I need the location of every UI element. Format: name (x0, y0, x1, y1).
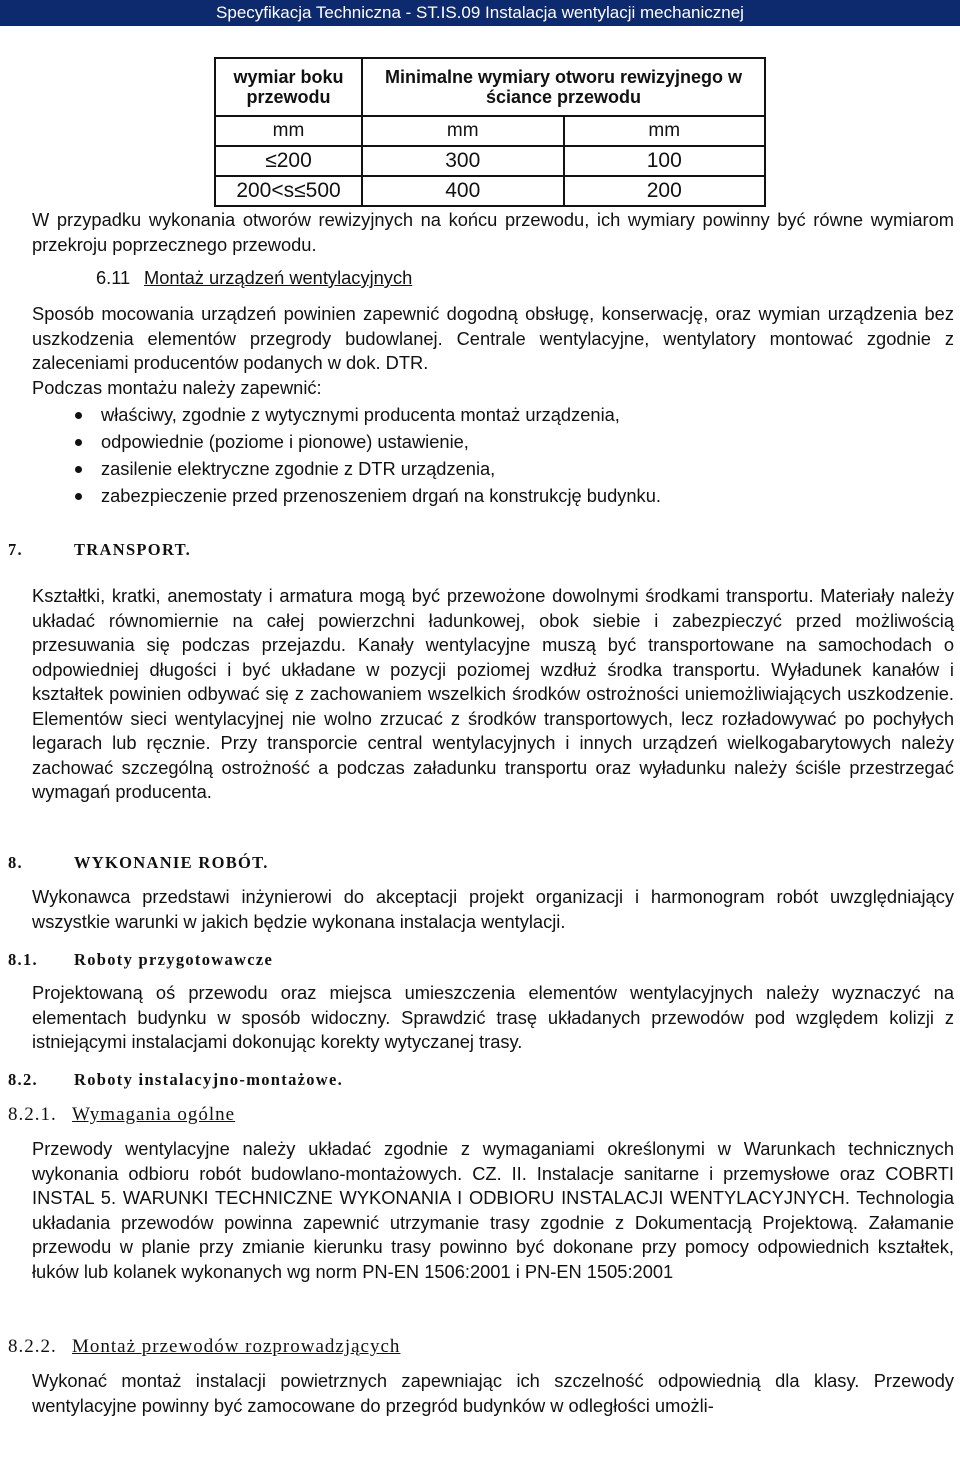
section-title: WYKONANIE ROBÓT. (74, 853, 269, 872)
paragraph-contractor: Wykonawca przedstawi inżynierowi do akceptacji projekt organizacji i harmonogram robót uwzględniający wszystkie warunki w jakich będzie wykonana instalacja wentylacji. (32, 886, 954, 932)
section-number: 8.2.1. (8, 1104, 57, 1125)
col-header-opening-size: Minimalne wymiary otworu rewizyjnego w ściance przewodu (362, 58, 765, 116)
document-header: Specyfikacja Techniczna - ST.IS.09 Instalacja wentylacji mechanicznej (0, 0, 960, 26)
section-title: Roboty przygotowawcze (74, 950, 274, 969)
section-number: 8.1. (8, 950, 38, 969)
paragraph-openings: W przypadku wykonania otworów rewizyjnych na końcu przewodu, ich wymiary powinny być równe wymiarom przekroju poprzecznego przewodu. (32, 209, 954, 255)
section-title: Montaż urządzeń wentylacyjnych (144, 267, 413, 288)
table-cell: 100 (564, 146, 766, 176)
inspection-opening-table (214, 57, 766, 207)
section-8-heading (8, 853, 269, 873)
list-item: zabezpieczenie przed przenoszeniem drgań na konstrukcję budynku. (70, 482, 661, 509)
section-8-2-2-heading (8, 1336, 400, 1358)
section-number: 8.2. (8, 1070, 38, 1089)
section-7-heading (8, 540, 191, 560)
paragraph-preparation: Projektowaną oś przewodu oraz miejsca umieszczenia elementów wentylacyjnych należy wyznaczyć na elementach budynku w sposób widoczny. Sprawdzić trasę układanych przewodów pod względem kolizji z istniejącymi instalacjami dokonując korekty wytyczanej trasy. (32, 982, 954, 1052)
bullet-icon (75, 412, 82, 419)
unit-cell: mm (564, 116, 766, 145)
section-number: 8. (8, 853, 23, 872)
list-item: właściwy, zgodnie z wytycznymi producenta montaż urządzenia, (70, 401, 661, 428)
table-row (215, 146, 765, 176)
paragraph-duct-mounting: Wykonać montaż instalacji powietrznych zapewniając ich szczelność odpowiednią dla klasy. Przewody wentylacyjne powinny być zamocowane do przegród budynków w odległości umożli- (32, 1370, 954, 1416)
unit-cell: mm (215, 116, 362, 145)
section-8-1-heading (8, 950, 273, 970)
table-cell: 200<s≤500 (215, 176, 362, 206)
section-title: Roboty instalacyjno-montażowe. (74, 1070, 344, 1089)
section-6-11-heading (96, 266, 412, 290)
paragraph-during-mounting: Podczas montażu należy zapewnić: (32, 377, 322, 398)
table-cell: 200 (564, 176, 766, 206)
section-title: TRANSPORT. (74, 540, 192, 559)
table-row (215, 176, 765, 206)
section-title: Montaż przewodów rozprowadzjących (72, 1336, 401, 1357)
unit-cell: mm (362, 116, 564, 145)
list-item: zasilenie elektryczne zgodnie z DTR urządzenia, (70, 455, 661, 482)
paragraph-transport: Kształtki, kratki, anemostaty i armatura mogą być przewożone dowolnymi środkami transportu. Materiały należy układać równomiernie na całej powierzchni ładunkowej, obok siebie i zabezpieczyć przed możliwością przesuwania się podczas przejazdu. Kanały wentylacyjne muszą być transportowane na samochodach o odpowiedniej długości i być układane w pozycji poziomej wzdłuż środka transportu. Wyładunek kanałów i kształtek powinien odbywać się z zachowaniem wszelkich środków ostrożności uniemożliwiających uszkodzenie. Elementów sieci wentylacyjnej nie wolno zrzucać z środków transportowych, lecz rozładowywać po pochyłych legarach lub ręcznie. Przy transporcie central wentylacyjnych i innych urządzeń wielkogabarytowych należy zachować szczególną ostrożność a podczas załadunku transportu oraz wyładunku należy ściśle przestrzegać wymagań producenta. (32, 585, 954, 802)
table-cell: 300 (362, 146, 564, 176)
paragraph-general-requirements: Przewody wentylacyjne należy układać zgodnie z wymaganiami określonymi w Warunkach technicznych wykonania odbioru robót budowlano-montażowych. CZ. II. Instalacje sanitarne i przemysłowe oraz COBRTI INSTAL 5. WARUNKI TECHNICZNE WYKONANIA I ODBIORU INSTALACJI WENTYLACYJNYCH. Technologia układania przewodów powinna zapewnić utrzymanie trasy zgodnie z Dokumentacją Projektową. Załamanie przewodu w planie przy zmianie kierunku trasy powinno być dokonane przy pomocy odpowiednich kształtek, łuków lub kolanek wykonanych wg norm PN-EN 1506:2001 i PN-EN 1505:2001 (32, 1138, 954, 1282)
list-item: odpowiednie (poziome i pionowe) ustawienie, (70, 428, 661, 455)
col-header-duct-size: wymiar boku przewodu (215, 58, 362, 116)
paragraph-mounting: Sposób mocowania urządzeń powinien zapewnić dogodną obsługę, konserwację, oraz wymian urządzenia bez uszkodzenia elementów przegrody budowlanej. Centrale wentylacyjne, wentylatory montować zgodnie z zaleceniami producentów podanych w dok. DTR. (32, 303, 954, 373)
bullet-icon (75, 493, 82, 500)
table-cell: ≤200 (215, 146, 362, 176)
section-title: Wymagania ogólne (72, 1104, 236, 1125)
bullet-icon (75, 466, 82, 473)
bullet-icon (75, 439, 82, 446)
section-number: 7. (8, 540, 23, 559)
mounting-requirements-list (70, 401, 661, 509)
table-cell: 400 (362, 176, 564, 206)
section-8-2-heading (8, 1070, 343, 1090)
section-number: 6.11 (96, 267, 131, 288)
section-number: 8.2.2. (8, 1336, 57, 1357)
section-8-2-1-heading (8, 1104, 235, 1126)
